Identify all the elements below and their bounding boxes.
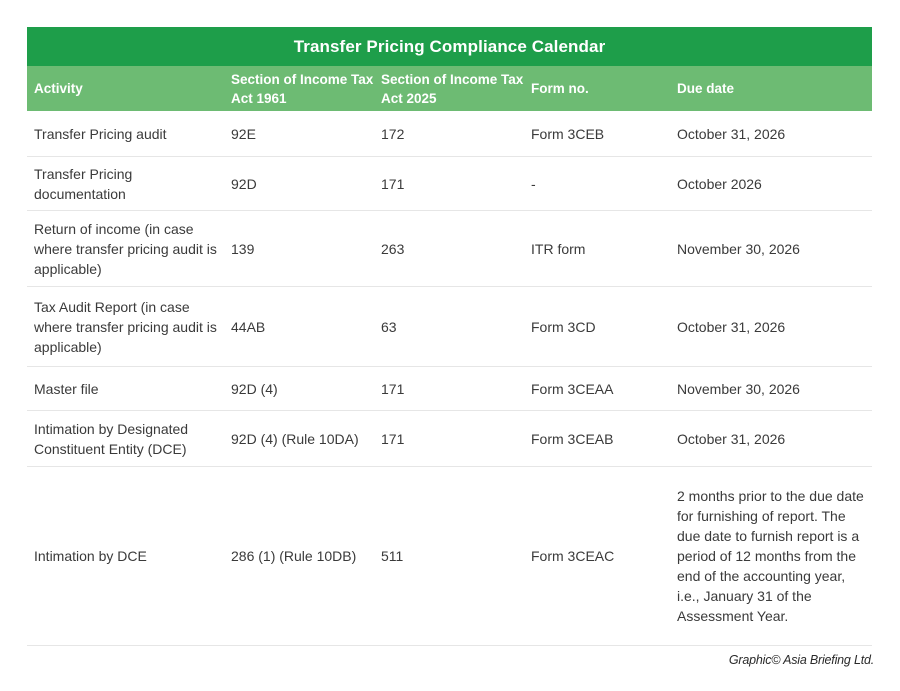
header-section-1961: Section of Income Tax Act 1961 bbox=[231, 71, 374, 106]
cell-section-2025: 263 bbox=[381, 240, 405, 257]
table-title: Transfer Pricing Compliance Calendar bbox=[27, 27, 872, 66]
header-due-date: Due date bbox=[677, 81, 735, 96]
cell-activity: Intimation by Designated Constituent Entity (DCE) bbox=[34, 420, 189, 457]
table-row bbox=[27, 111, 872, 157]
cell-activity: Master file bbox=[34, 380, 99, 397]
table-row bbox=[27, 287, 872, 367]
cell-due-date: November 30, 2026 bbox=[677, 380, 800, 397]
table-row bbox=[27, 367, 872, 411]
table-header-row bbox=[27, 66, 872, 111]
table-row bbox=[27, 467, 872, 646]
table-row bbox=[27, 411, 872, 467]
cell-section-1961: 92D (4) (Rule 10DA) bbox=[231, 430, 359, 447]
compliance-table bbox=[27, 27, 872, 646]
cell-activity: Transfer Pricing documentation bbox=[34, 165, 133, 202]
cell-due-date: October 31, 2026 bbox=[677, 430, 786, 447]
cell-section-2025: 171 bbox=[381, 380, 405, 397]
cell-section-1961: 139 bbox=[231, 240, 255, 257]
cell-due-date: October 31, 2026 bbox=[677, 125, 786, 142]
cell-activity: Tax Audit Report (in case where transfer pricing audit is applicable) bbox=[34, 298, 217, 355]
cell-form-no: Form 3CEAC bbox=[531, 548, 615, 564]
cell-section-1961: 44AB bbox=[231, 318, 266, 335]
cell-section-1961: 92D bbox=[231, 175, 257, 192]
cell-activity: Transfer Pricing audit bbox=[34, 125, 167, 142]
cell-section-2025: 171 bbox=[381, 430, 405, 447]
cell-section-1961: 92D (4) bbox=[231, 380, 278, 397]
cell-form-no: Form 3CEAB bbox=[531, 430, 614, 447]
cell-section-2025: 63 bbox=[381, 318, 397, 335]
cell-form-no: Form 3CD bbox=[531, 318, 596, 335]
table-row bbox=[27, 211, 872, 287]
header-form-no: Form no. bbox=[531, 81, 589, 96]
cell-due-date: 2 months prior to the due date for furnishing of report. The due date to furnish report is a period of 12 months from the end of the accounting year, i.e., January 31 of the Assessment Year. bbox=[677, 488, 864, 624]
cell-form-no: ITR form bbox=[531, 240, 586, 257]
cell-form-no: - bbox=[531, 175, 536, 192]
cell-section-1961: 92E bbox=[231, 125, 256, 142]
cell-form-no: Form 3CEB bbox=[531, 125, 605, 142]
cell-section-2025: 172 bbox=[381, 125, 405, 142]
table-row bbox=[27, 157, 872, 211]
cell-activity: Intimation by DCE bbox=[34, 548, 147, 564]
cell-form-no: Form 3CEAA bbox=[531, 380, 614, 397]
graphic-credit: Graphic© Asia Briefing Ltd. bbox=[728, 653, 874, 667]
cell-activity: Return of income (in case where transfer pricing audit is applicable) bbox=[34, 220, 217, 277]
header-activity: Activity bbox=[34, 81, 83, 96]
cell-section-2025: 511 bbox=[381, 548, 404, 564]
cell-due-date: October 2026 bbox=[677, 175, 762, 192]
cell-due-date: November 30, 2026 bbox=[677, 240, 800, 257]
cell-due-date: October 31, 2026 bbox=[677, 318, 786, 335]
cell-section-2025: 171 bbox=[381, 175, 405, 192]
header-section-2025: Section of Income Tax Act 2025 bbox=[381, 71, 524, 106]
cell-section-1961: 286 (1) (Rule 10DB) bbox=[231, 548, 357, 564]
